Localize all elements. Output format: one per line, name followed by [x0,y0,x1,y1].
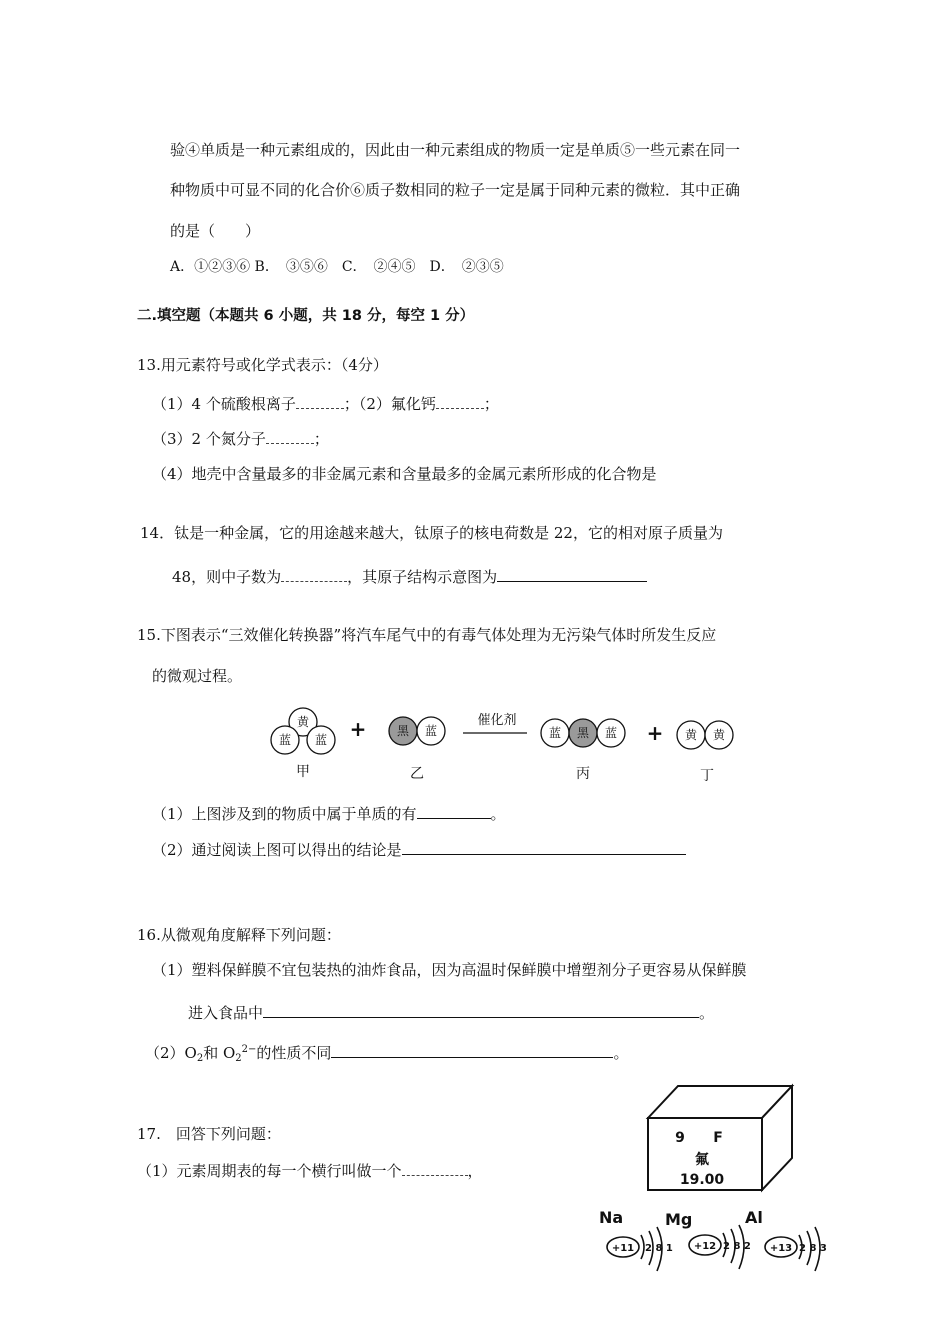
q14-neutron-blank[interactable] [281,566,347,582]
atom-blue-label: 蓝 [314,733,328,747]
q16-part-1: （1）塑料保鲜膜不宜包装热的油炸食品，因为高温时保鲜膜中增塑剂分子更容易从保鲜膜 [152,961,747,979]
q16-title: 16.从微观角度解释下列问题： [137,926,341,944]
q13-blank-3[interactable] [266,428,314,444]
q16-p1-end: 。 [699,1004,715,1022]
q12-options: A．①②③⑥ B． ③⑤⑥ C． ②④⑤ D． ②③⑤ [170,259,504,275]
atom-yellow-label: 黄 [684,728,698,742]
q13-part-3 [152,428,329,449]
q16-part-1b [188,1002,714,1023]
atomic-number: 9 [675,1130,685,1146]
molecule-jia [271,708,335,754]
molecule-ding [677,721,733,749]
q12-line-3: 的是（ ） [170,222,261,240]
q17-title: 17. 回答下列问题： [137,1125,281,1143]
atom-structure-diagrams [595,1205,835,1285]
q15-line-1: 15.下图表示“三效催化转换器”将汽车尾气中的有毒气体处理为无污染气体时所发生反应 [137,626,717,644]
q14-structure-blank[interactable] [497,566,647,582]
atom-blue-label: 蓝 [424,724,438,738]
q13-part-1-2 [152,393,499,414]
q16-p2-sub-2: 2 [235,1053,242,1064]
atomic-mass: 19.00 [679,1172,725,1188]
q13-semicolon-1: ； [483,395,499,413]
q16-p2-c: 的性质不同 [256,1044,332,1062]
q13-blank-1[interactable] [296,393,344,409]
q15-part-2 [152,839,686,860]
electron-shells: 2 8 3 [799,1243,827,1254]
atom-blue-label: 蓝 [604,726,618,740]
q16-blank-1[interactable] [263,1002,699,1018]
q16-p1b-label: 进入食品中 [188,1004,264,1022]
q15-p1-label: （1）上图涉及到的物质中属于单质的有 [152,805,417,823]
atom-symbol: Al [745,1208,763,1227]
catalyst-label: 催化剂 [477,713,517,728]
atom-yellow-label: 黄 [712,728,726,742]
q14-neutron-label: 48，则中子数为 [172,568,282,586]
q13-semicolon-2: ； [313,430,329,448]
q17-blank-1[interactable] [402,1160,468,1176]
q12-line-1: 验④单质是一种元素组成的，因此由一种元素组成的物质一定是单质⑤一些元素在同一 [170,141,741,159]
q13-blank-2[interactable] [436,393,484,409]
q14-structure-label: ，其原子结构示意图为 [347,568,498,586]
q13-p1-label: （1）4 个硫酸根离子 [152,395,296,413]
q16-p2-sup: 2− [241,1044,257,1055]
electron-shells: 2 8 2 [723,1241,751,1252]
atom-blue-label: 蓝 [278,733,292,747]
q12-line-2: 种物质中可显不同的化合价⑥质子数相同的粒子一定是属于同种元素的微粒．其中正确 [170,181,741,199]
molecule-bing [541,719,625,747]
element-symbol: F [713,1130,723,1146]
q15-blank-2[interactable] [402,839,686,855]
plus-sign: + [646,721,664,745]
q15-p1-end: 。 [490,805,506,823]
q16-p2-end: 。 [613,1044,629,1062]
element-name: 氟 [695,1152,709,1168]
q16-blank-2[interactable] [331,1042,613,1058]
q13-p2-label: ；（2）氟化钙 [343,395,436,413]
atom-black-label: 黑 [576,726,590,740]
nucleus-charge: +12 [693,1241,717,1252]
molecule-yi [389,717,445,745]
q13-title: 13.用元素符号或化学式表示：（4分） [137,356,388,374]
q14-line-1: 14．钛是一种金属，它的用途越来越大，钛原子的核电荷数是 22，它的相对原子质量为 [140,524,723,542]
q17-part-1 [137,1160,483,1181]
atom-blue-label: 蓝 [548,726,562,740]
q13-p3-label: （3）2 个氮分子 [152,430,266,448]
label-jia: 甲 [296,764,310,780]
q13-part-4: （4）地壳中含量最多的非金属元素和含量最多的金属元素所形成的化合物是 [152,465,657,483]
nucleus-charge: +11 [611,1243,635,1254]
q15-p2-label: （2）通过阅读上图可以得出的结论是 [152,841,402,859]
section-2-title: 二.填空题（本题共 6 小题，共 18 分，每空 1 分） [137,308,475,324]
q16-part-2 [145,1040,628,1069]
atom-mg [665,1210,751,1269]
q15-line-2: 的微观过程。 [152,667,243,685]
q14-line-2 [172,566,647,587]
q17-p1-label: （1）元素周期表的每一个横行叫做一个 [137,1162,402,1180]
plus-sign: + [349,717,367,741]
atom-al [745,1208,827,1271]
reaction-diagram [255,700,765,790]
label-ding: 丁 [700,768,714,784]
label-yi: 乙 [410,766,424,782]
atom-symbol: Mg [665,1210,693,1229]
q16-p2-a: （2）O [145,1044,197,1062]
q15-blank-1[interactable] [417,803,491,819]
label-bing: 丙 [576,766,590,782]
q17-p1-end: ， [467,1162,483,1180]
q16-p2-sub: 2 [196,1053,204,1064]
atom-symbol: Na [599,1208,624,1227]
element-cell-fluorine [640,1080,800,1195]
electron-shells: 2 8 1 [645,1243,673,1254]
q15-part-1 [152,803,506,824]
atom-yellow-label: 黄 [296,715,310,729]
atom-black-label: 黑 [396,724,410,738]
q16-p2-b: 和 O [203,1044,236,1062]
atom-na [599,1208,673,1271]
nucleus-charge: +13 [769,1243,793,1254]
